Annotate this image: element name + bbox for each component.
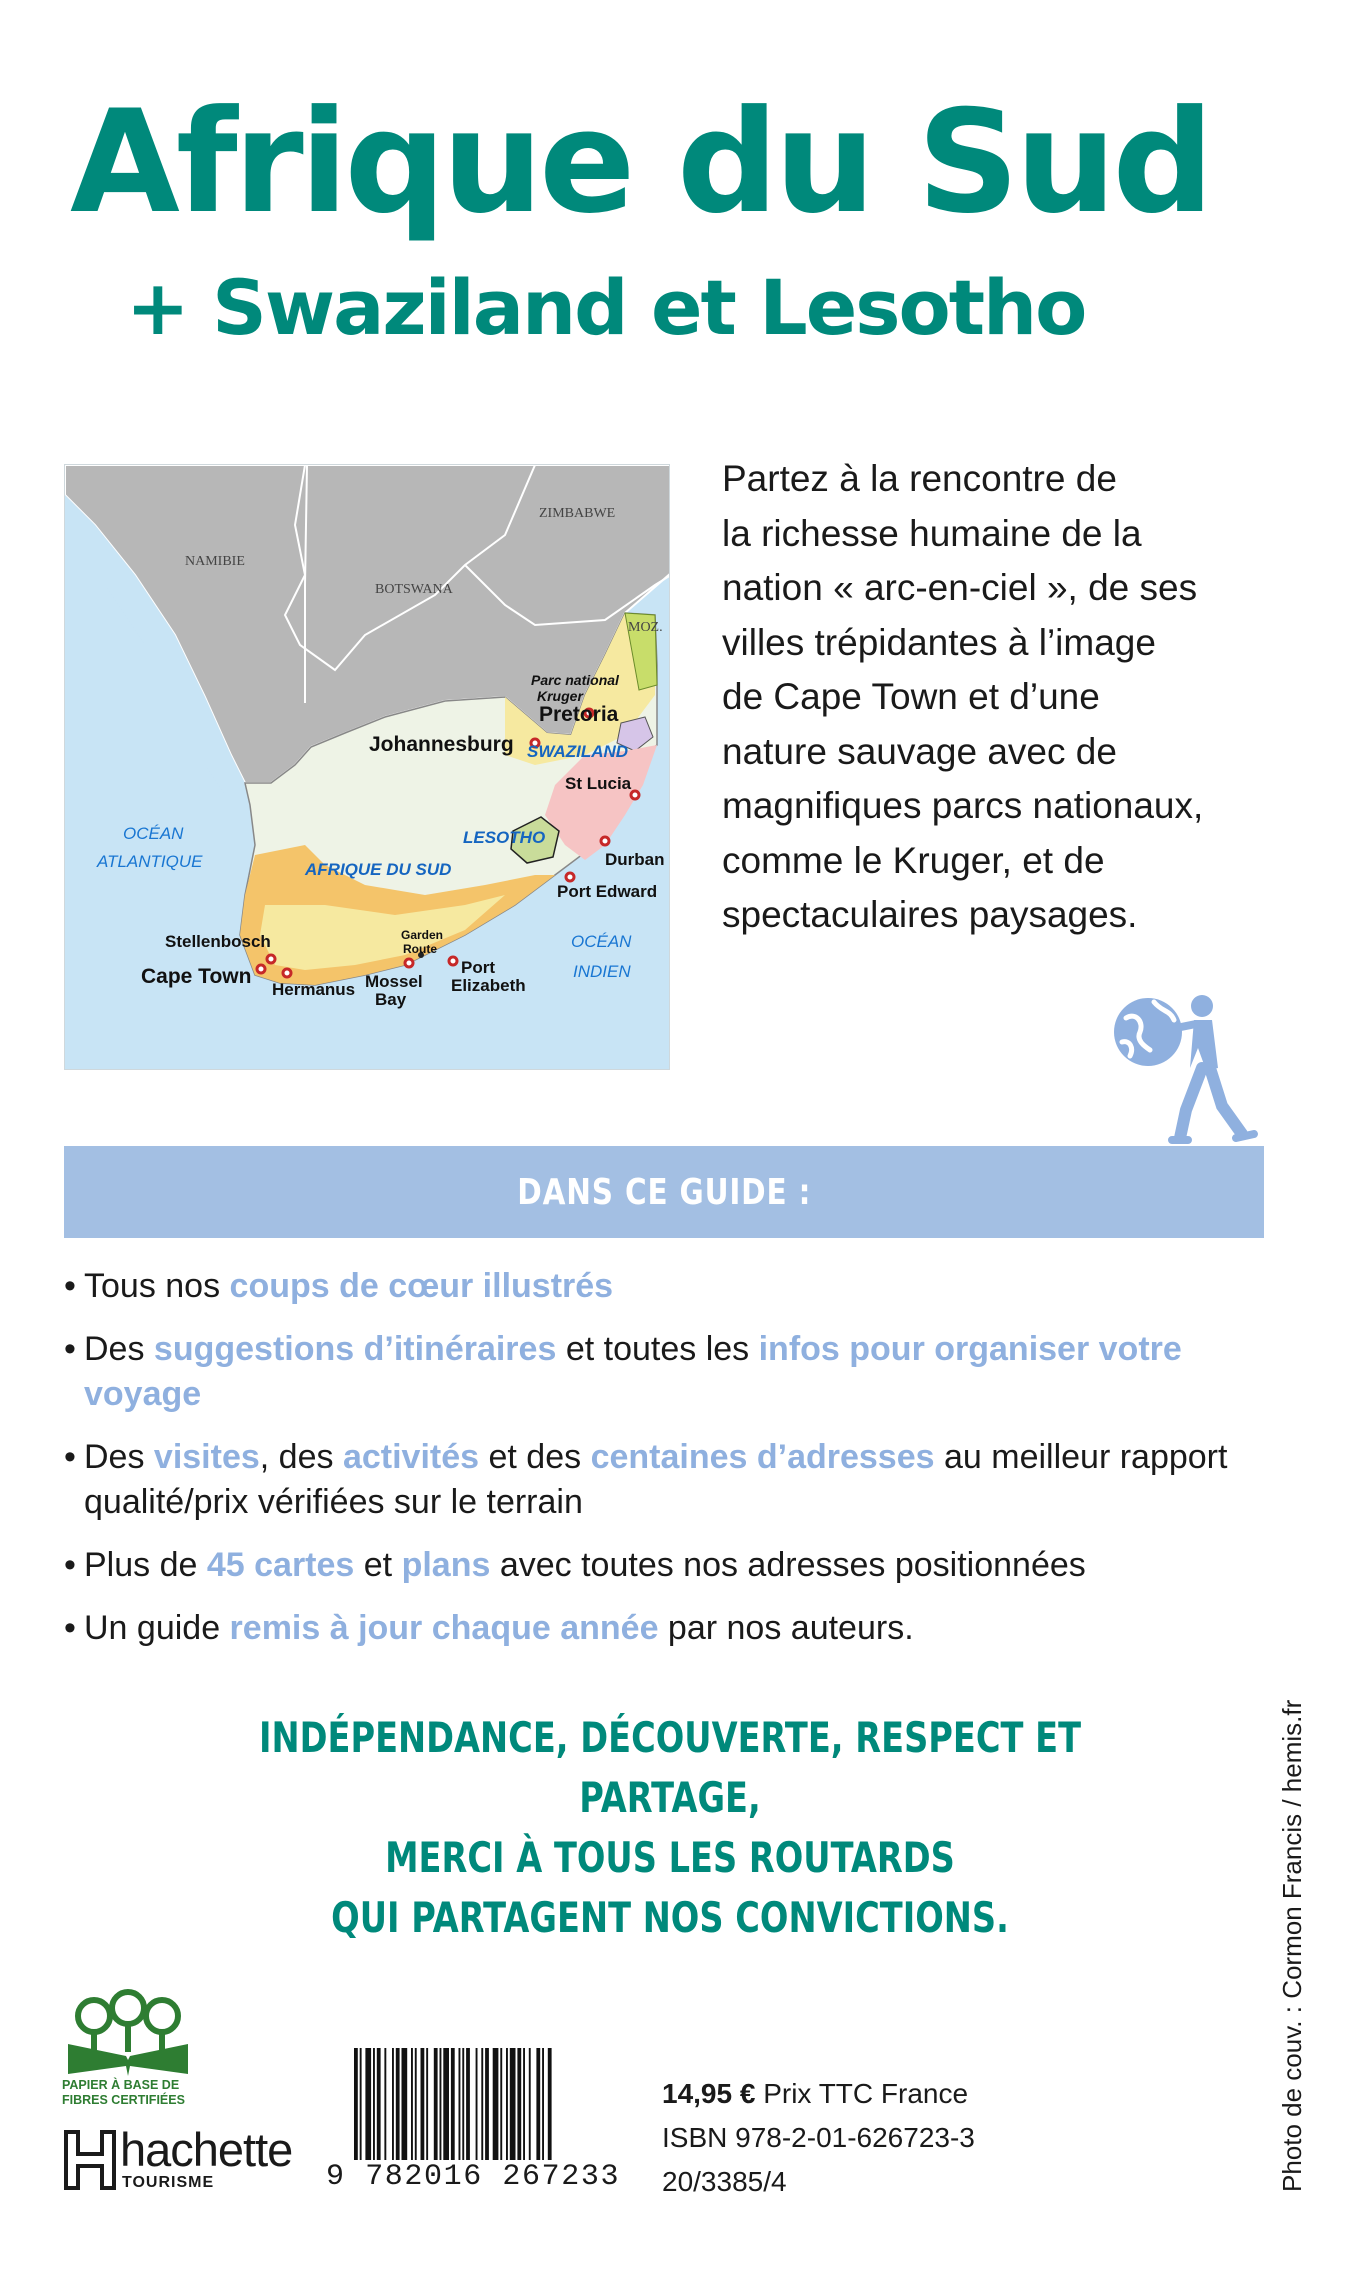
map-label-garden-2: Route — [403, 942, 437, 956]
bullet-highlight: activités — [342, 1438, 480, 1476]
pefc-caption — [62, 2078, 202, 2108]
bullet-text: et — [354, 1546, 402, 1584]
map-label-garden-1: Garden — [401, 928, 444, 942]
barcode-digits: 9 782016 267233 — [326, 2160, 621, 2194]
book-title: Afrique du Sud — [70, 80, 1211, 245]
map-city-hermanus: Hermanus — [272, 980, 356, 999]
list-item — [64, 1543, 1294, 1588]
intro-paragraph — [722, 452, 1282, 943]
map-city-johannesburg: Johannesburg — [369, 733, 514, 756]
intro-line: de Cape Town et d’une — [722, 676, 1100, 717]
list-item — [64, 1327, 1294, 1417]
map-ocean-atl-2: ATLANTIQUE — [97, 852, 203, 871]
map-city-pe-2: Elizabeth — [451, 976, 526, 995]
book-subtitle: + Swaziland et Lesotho — [126, 263, 1086, 352]
map-label-lesotho: LESOTHO — [463, 828, 546, 847]
intro-line: Partez à la rencontre de — [722, 458, 1117, 499]
bullet-text: avec toutes nos adresses positionnées — [490, 1546, 1086, 1584]
intro-line: spectaculaires paysages. — [722, 894, 1138, 935]
bullet-highlight: infos pour organiser votre voyage — [84, 1330, 1182, 1413]
map-label-swaziland: SWAZILAND — [527, 742, 629, 761]
map-label-botswana: BOTSWANA — [375, 582, 453, 597]
price-line — [662, 2072, 1062, 2116]
map-city-port-edward: Port Edward — [557, 882, 658, 901]
publisher-name: hachette — [120, 2123, 293, 2176]
list-item — [64, 1606, 1294, 1651]
map-label-afrique-du-sud: AFRIQUE DU SUD — [305, 860, 452, 879]
map-city-st-lucia: St Lucia — [565, 774, 632, 793]
map-label-moz: MOZ. — [628, 620, 663, 635]
list-item — [64, 1435, 1294, 1525]
isbn: ISBN 978-2-01-626723-3 — [662, 2122, 975, 2153]
bullet-highlight: 45 cartes — [206, 1546, 355, 1584]
map-city-durban: Durban — [605, 850, 665, 869]
price-label: Prix TTC France — [755, 2078, 969, 2109]
bullet-text: Des — [84, 1330, 154, 1368]
bullet-text: Plus de — [84, 1546, 207, 1584]
guide-header: DANS CE GUIDE : — [517, 1171, 811, 1213]
bullet-highlight: suggestions d’itinéraires — [153, 1330, 557, 1368]
price-block — [662, 2072, 1062, 2204]
motto-line: QUI PARTAGENT NOS CONVICTIONS. — [331, 1893, 1009, 1942]
map-label-kruger-1: Parc national — [531, 672, 619, 688]
routard-motto — [140, 1708, 1200, 1948]
bullet-text: par nos auteurs. — [658, 1609, 914, 1647]
map-label-kruger-2: Kruger — [537, 688, 583, 704]
motto-line: MERCI À TOUS LES ROUTARDS — [385, 1833, 955, 1882]
price-amount: 14,95 € — [662, 2078, 756, 2109]
intro-line: magnifiques parcs nationaux, — [722, 785, 1204, 826]
bullet-text: et toutes les — [556, 1330, 759, 1368]
bullet-text: Des — [84, 1438, 154, 1476]
map-city-pe-1: Port — [461, 958, 495, 977]
intro-line: la richesse humaine de la — [722, 512, 1142, 554]
bullet-text: et des — [479, 1438, 591, 1476]
bullet-text: , des — [259, 1438, 343, 1476]
guide-header-band — [64, 1146, 1264, 1238]
map-ocean-ind-2: INDIEN — [573, 962, 631, 981]
publisher-sub: TOURISME — [122, 2174, 215, 2191]
reference-code: 20/3385/4 — [662, 2166, 787, 2197]
bullet-highlight: remis à jour chaque année — [229, 1609, 659, 1647]
bullet-highlight: coups de cœur illustrés — [229, 1267, 614, 1305]
map-label-zimbabwe: ZIMBABWE — [539, 506, 616, 521]
intro-line: villes trépidantes à l’image — [722, 621, 1156, 663]
pefc-line: FIBRES CERTIFIÉES — [62, 2093, 185, 2107]
bullet-highlight: centaines d’adresses — [590, 1438, 935, 1476]
map-ocean-atl-1: OCÉAN — [123, 824, 184, 843]
map-ocean-ind-1: OCÉAN — [571, 932, 632, 951]
bullet-text: Tous nos — [84, 1267, 230, 1305]
south-africa-map — [64, 464, 670, 1070]
bullet-text: au meilleur rapport qualité/prix vérifiées sur le terrain — [84, 1438, 1228, 1521]
photo-credit: Photo de couv. : Cormon Francis / hemis.fr — [1277, 1699, 1307, 2192]
bullet-highlight: visites — [153, 1438, 260, 1476]
intro-line: nation « arc-en-ciel », de ses — [722, 567, 1198, 608]
list-item — [64, 1264, 1294, 1309]
map-city-mossel-1: Mossel — [365, 972, 423, 991]
intro-line: comme le Kruger, et de — [722, 839, 1105, 881]
intro-line: nature sauvage avec de — [722, 730, 1117, 772]
map-city-pretoria: Pretoria — [539, 703, 619, 726]
motto-line: INDÉPENDANCE, DÉCOUVERTE, RESPECT ET PARTAGE, — [258, 1713, 1081, 1822]
pefc-line: PAPIER À BASE DE — [62, 2078, 180, 2092]
map-city-stellenbosch: Stellenbosch — [165, 932, 271, 951]
map-label-namibie: NAMIBIE — [185, 554, 245, 569]
guide-features-list — [64, 1264, 1294, 1669]
bullet-text: Un guide — [84, 1609, 230, 1647]
bullet-highlight: plans — [401, 1546, 491, 1584]
map-city-mossel-2: Bay — [375, 990, 407, 1009]
pefc-logo — [64, 1986, 194, 2136]
routard-walker-icon — [1110, 988, 1260, 1150]
map-city-cape-town: Cape Town — [141, 965, 252, 988]
